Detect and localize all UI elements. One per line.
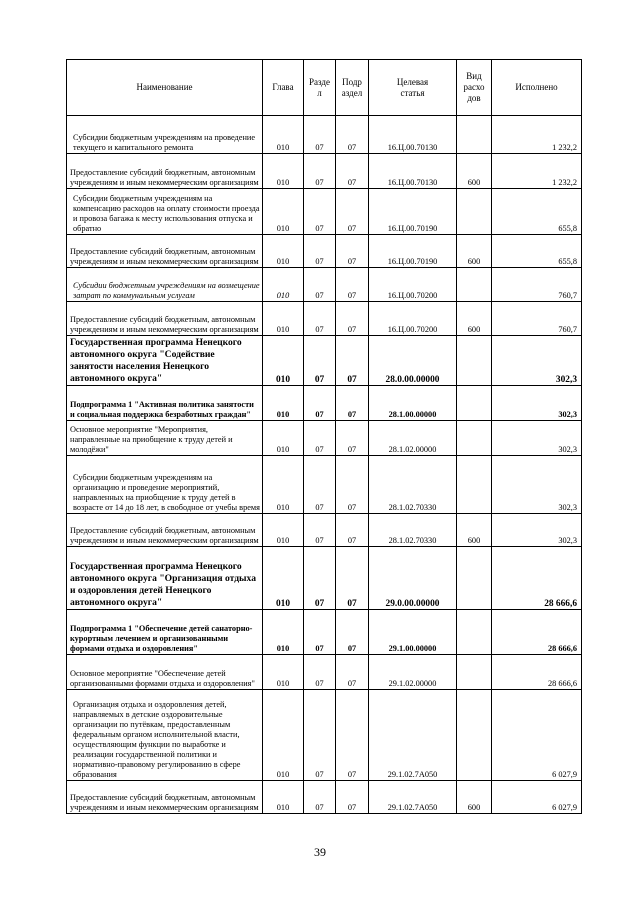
row-podrazdel-cell: 07 (336, 547, 369, 610)
row-name-cell: Подпрограмма 1 "Обеспечение детей санаторно-курортным лечением и организованными формами отдыха и оздоровления" (67, 610, 263, 655)
row-name-cell: Субсидии бюджетным учреждениям на проведение текущего и капитального ремонта (67, 116, 263, 154)
table-row (67, 547, 582, 610)
table-body (67, 116, 582, 814)
row-podrazdel-cell: 07 (336, 116, 369, 154)
row-executed-cell: 302,3 (492, 336, 582, 386)
row-executed-cell: 655,8 (492, 189, 582, 235)
row-target-cell: 16.Ц.00.70200 (369, 268, 457, 302)
table-row (67, 268, 582, 302)
row-executed-cell: 6 027,9 (492, 690, 582, 781)
row-target-cell: 16.Ц.00.70190 (369, 235, 457, 268)
row-razdel-cell: 07 (304, 781, 336, 814)
row-vid-cell (457, 189, 492, 235)
row-razdel-cell: 07 (304, 514, 336, 547)
row-name-cell: Предоставление субсидий бюджетным, автономным учреждениям и иным некоммерческим организациям (67, 235, 263, 268)
row-podrazdel-cell: 07 (336, 189, 369, 235)
row-glava-cell: 010 (263, 514, 304, 547)
table-row (67, 189, 582, 235)
table-row (67, 386, 582, 421)
row-vid-cell (457, 116, 492, 154)
row-glava-cell: 010 (263, 336, 304, 386)
table-row (67, 514, 582, 547)
row-razdel-cell: 07 (304, 610, 336, 655)
table-row (67, 336, 582, 386)
row-razdel-cell: 07 (304, 302, 336, 336)
row-podrazdel-cell: 07 (336, 421, 369, 456)
row-glava-cell: 010 (263, 456, 304, 514)
row-name-cell: Субсидии бюджетным учреждениям на возмещение затрат по коммунальным услугам (67, 268, 263, 302)
table-row (67, 235, 582, 268)
row-glava-cell: 010 (263, 302, 304, 336)
row-vid-cell: 600 (457, 302, 492, 336)
row-vid-cell: 600 (457, 514, 492, 547)
row-executed-cell: 6 027,9 (492, 781, 582, 814)
table-row (67, 655, 582, 690)
row-name-cell: Организация отдыха и оздоровления детей, направляемых в детские оздоровительные организации по путёвкам, предоставленным федеральным органом исполнительной власти, осуществляющим функции по выработке и реализации государственной политики и нормативно-правовому регулированию в сфере образования (67, 690, 263, 781)
row-name-cell: Подпрограмма 1 "Активная политика занятости и социальная поддержка безработных граждан" (67, 386, 263, 421)
row-glava-cell: 010 (263, 386, 304, 421)
row-razdel-cell: 07 (304, 235, 336, 268)
row-executed-cell: 655,8 (492, 235, 582, 268)
table-header-row (67, 60, 582, 116)
row-target-cell: 28.0.00.00000 (369, 336, 457, 386)
row-vid-cell (457, 336, 492, 386)
row-podrazdel-cell: 07 (336, 610, 369, 655)
row-executed-cell: 1 232,2 (492, 154, 582, 189)
row-target-cell: 29.1.00.00000 (369, 610, 457, 655)
table-row (67, 116, 582, 154)
row-target-cell: 28.1.02.00000 (369, 421, 457, 456)
row-vid-cell (457, 386, 492, 421)
row-target-cell: 28.1.02.70330 (369, 514, 457, 547)
row-razdel-cell: 07 (304, 655, 336, 690)
row-vid-cell: 600 (457, 781, 492, 814)
row-razdel-cell: 07 (304, 456, 336, 514)
row-podrazdel-cell: 07 (336, 690, 369, 781)
row-executed-cell: 302,3 (492, 386, 582, 421)
row-vid-cell: 600 (457, 235, 492, 268)
row-executed-cell: 760,7 (492, 268, 582, 302)
row-podrazdel-cell: 07 (336, 235, 369, 268)
header-name: Наименование (67, 60, 263, 116)
row-target-cell: 16.Ц.00.70190 (369, 189, 457, 235)
row-glava-cell: 010 (263, 690, 304, 781)
row-target-cell: 16.Ц.00.70200 (369, 302, 457, 336)
row-podrazdel-cell: 07 (336, 655, 369, 690)
row-podrazdel-cell: 07 (336, 154, 369, 189)
row-podrazdel-cell: 07 (336, 302, 369, 336)
row-target-cell: 29.1.02.7А050 (369, 781, 457, 814)
row-razdel-cell: 07 (304, 336, 336, 386)
header-target: Целевая статья (369, 60, 457, 116)
row-name-cell: Предоставление субсидий бюджетным, автономным учреждениям и иным некоммерческим организациям (67, 781, 263, 814)
row-target-cell: 29.0.00.00000 (369, 547, 457, 610)
row-razdel-cell: 07 (304, 268, 336, 302)
header-executed: Исполнено (492, 60, 582, 116)
row-target-cell: 16.Ц.00.70130 (369, 116, 457, 154)
table-row (67, 456, 582, 514)
row-podrazdel-cell: 07 (336, 781, 369, 814)
row-name-cell: Предоставление субсидий бюджетным, автономным учреждениям и иным некоммерческим организациям (67, 154, 263, 189)
row-glava-cell: 010 (263, 421, 304, 456)
row-vid-cell (457, 610, 492, 655)
row-name-cell: Предоставление субсидий бюджетным, автономным учреждениям и иным некоммерческим организациям (67, 514, 263, 547)
row-name-cell: Предоставление субсидий бюджетным, автономным учреждениям и иным некоммерческим организациям (67, 302, 263, 336)
row-glava-cell: 010 (263, 116, 304, 154)
budget-table (66, 59, 582, 814)
row-razdel-cell: 07 (304, 386, 336, 421)
row-name-cell: Субсидии бюджетным учреждениям на компенсацию расходов на оплату стоимости проезда и провоза багажа к месту использования отпуска и обратно (67, 189, 263, 235)
row-target-cell: 28.1.00.00000 (369, 386, 457, 421)
row-razdel-cell: 07 (304, 547, 336, 610)
row-name-cell: Государственная программа Ненецкого автономного округа "Содействие занятости населения Ненецкого автономного округа" (67, 336, 263, 386)
row-name-cell: Субсидии бюджетным учреждениям на организацию и проведение мероприятий, направленных на приобщение к труду детей в возрасте от 14 до 18 лет, в свободное от учебы время (67, 456, 263, 514)
row-glava-cell: 010 (263, 610, 304, 655)
row-vid-cell: 600 (457, 154, 492, 189)
row-name-cell: Основное мероприятие "Мероприятия, направленные на приобщение к труду детей и молодёжи" (67, 421, 263, 456)
row-executed-cell: 302,3 (492, 421, 582, 456)
row-vid-cell (457, 456, 492, 514)
row-vid-cell (457, 655, 492, 690)
row-vid-cell (457, 268, 492, 302)
row-executed-cell: 1 232,2 (492, 116, 582, 154)
row-name-cell: Основное мероприятие "Обеспечение детей организованными формами отдыха и оздоровления" (67, 655, 263, 690)
row-executed-cell: 760,7 (492, 302, 582, 336)
row-glava-cell: 010 (263, 547, 304, 610)
row-executed-cell: 28 666,6 (492, 547, 582, 610)
row-razdel-cell: 07 (304, 116, 336, 154)
row-target-cell: 16.Ц.00.70130 (369, 154, 457, 189)
row-glava-cell: 010 (263, 235, 304, 268)
page-number: 39 (314, 845, 326, 859)
row-podrazdel-cell: 07 (336, 386, 369, 421)
header-glava: Глава (263, 60, 304, 116)
table-row (67, 302, 582, 336)
row-podrazdel-cell: 07 (336, 514, 369, 547)
row-vid-cell (457, 421, 492, 456)
row-glava-cell: 010 (263, 268, 304, 302)
row-executed-cell: 302,3 (492, 456, 582, 514)
row-target-cell: 29.1.02.7А050 (369, 690, 457, 781)
row-glava-cell: 010 (263, 655, 304, 690)
row-executed-cell: 28 666,6 (492, 655, 582, 690)
header-vid: Вид расхо дов (457, 60, 492, 116)
row-target-cell: 28.1.02.70330 (369, 456, 457, 514)
row-razdel-cell: 07 (304, 189, 336, 235)
row-razdel-cell: 07 (304, 690, 336, 781)
row-glava-cell: 010 (263, 189, 304, 235)
row-executed-cell: 28 666,6 (492, 610, 582, 655)
row-executed-cell: 302,3 (492, 514, 582, 547)
row-vid-cell (457, 690, 492, 781)
row-podrazdel-cell: 07 (336, 268, 369, 302)
row-target-cell: 29.1.02.00000 (369, 655, 457, 690)
row-razdel-cell: 07 (304, 421, 336, 456)
header-razdel: Разде л (304, 60, 336, 116)
table-row (67, 154, 582, 189)
row-glava-cell: 010 (263, 781, 304, 814)
row-podrazdel-cell: 07 (336, 456, 369, 514)
table-row (67, 610, 582, 655)
header-podrazdel: Подр аздел (336, 60, 369, 116)
table-row (67, 421, 582, 456)
row-podrazdel-cell: 07 (336, 336, 369, 386)
row-vid-cell (457, 547, 492, 610)
table-row (67, 781, 582, 814)
budget-table-container (66, 59, 581, 814)
row-razdel-cell: 07 (304, 154, 336, 189)
row-name-cell: Государственная программа Ненецкого автономного округа "Организация отдыха и оздоровления детей Ненецкого автономного округа" (67, 547, 263, 610)
row-glava-cell: 010 (263, 154, 304, 189)
table-row (67, 690, 582, 781)
